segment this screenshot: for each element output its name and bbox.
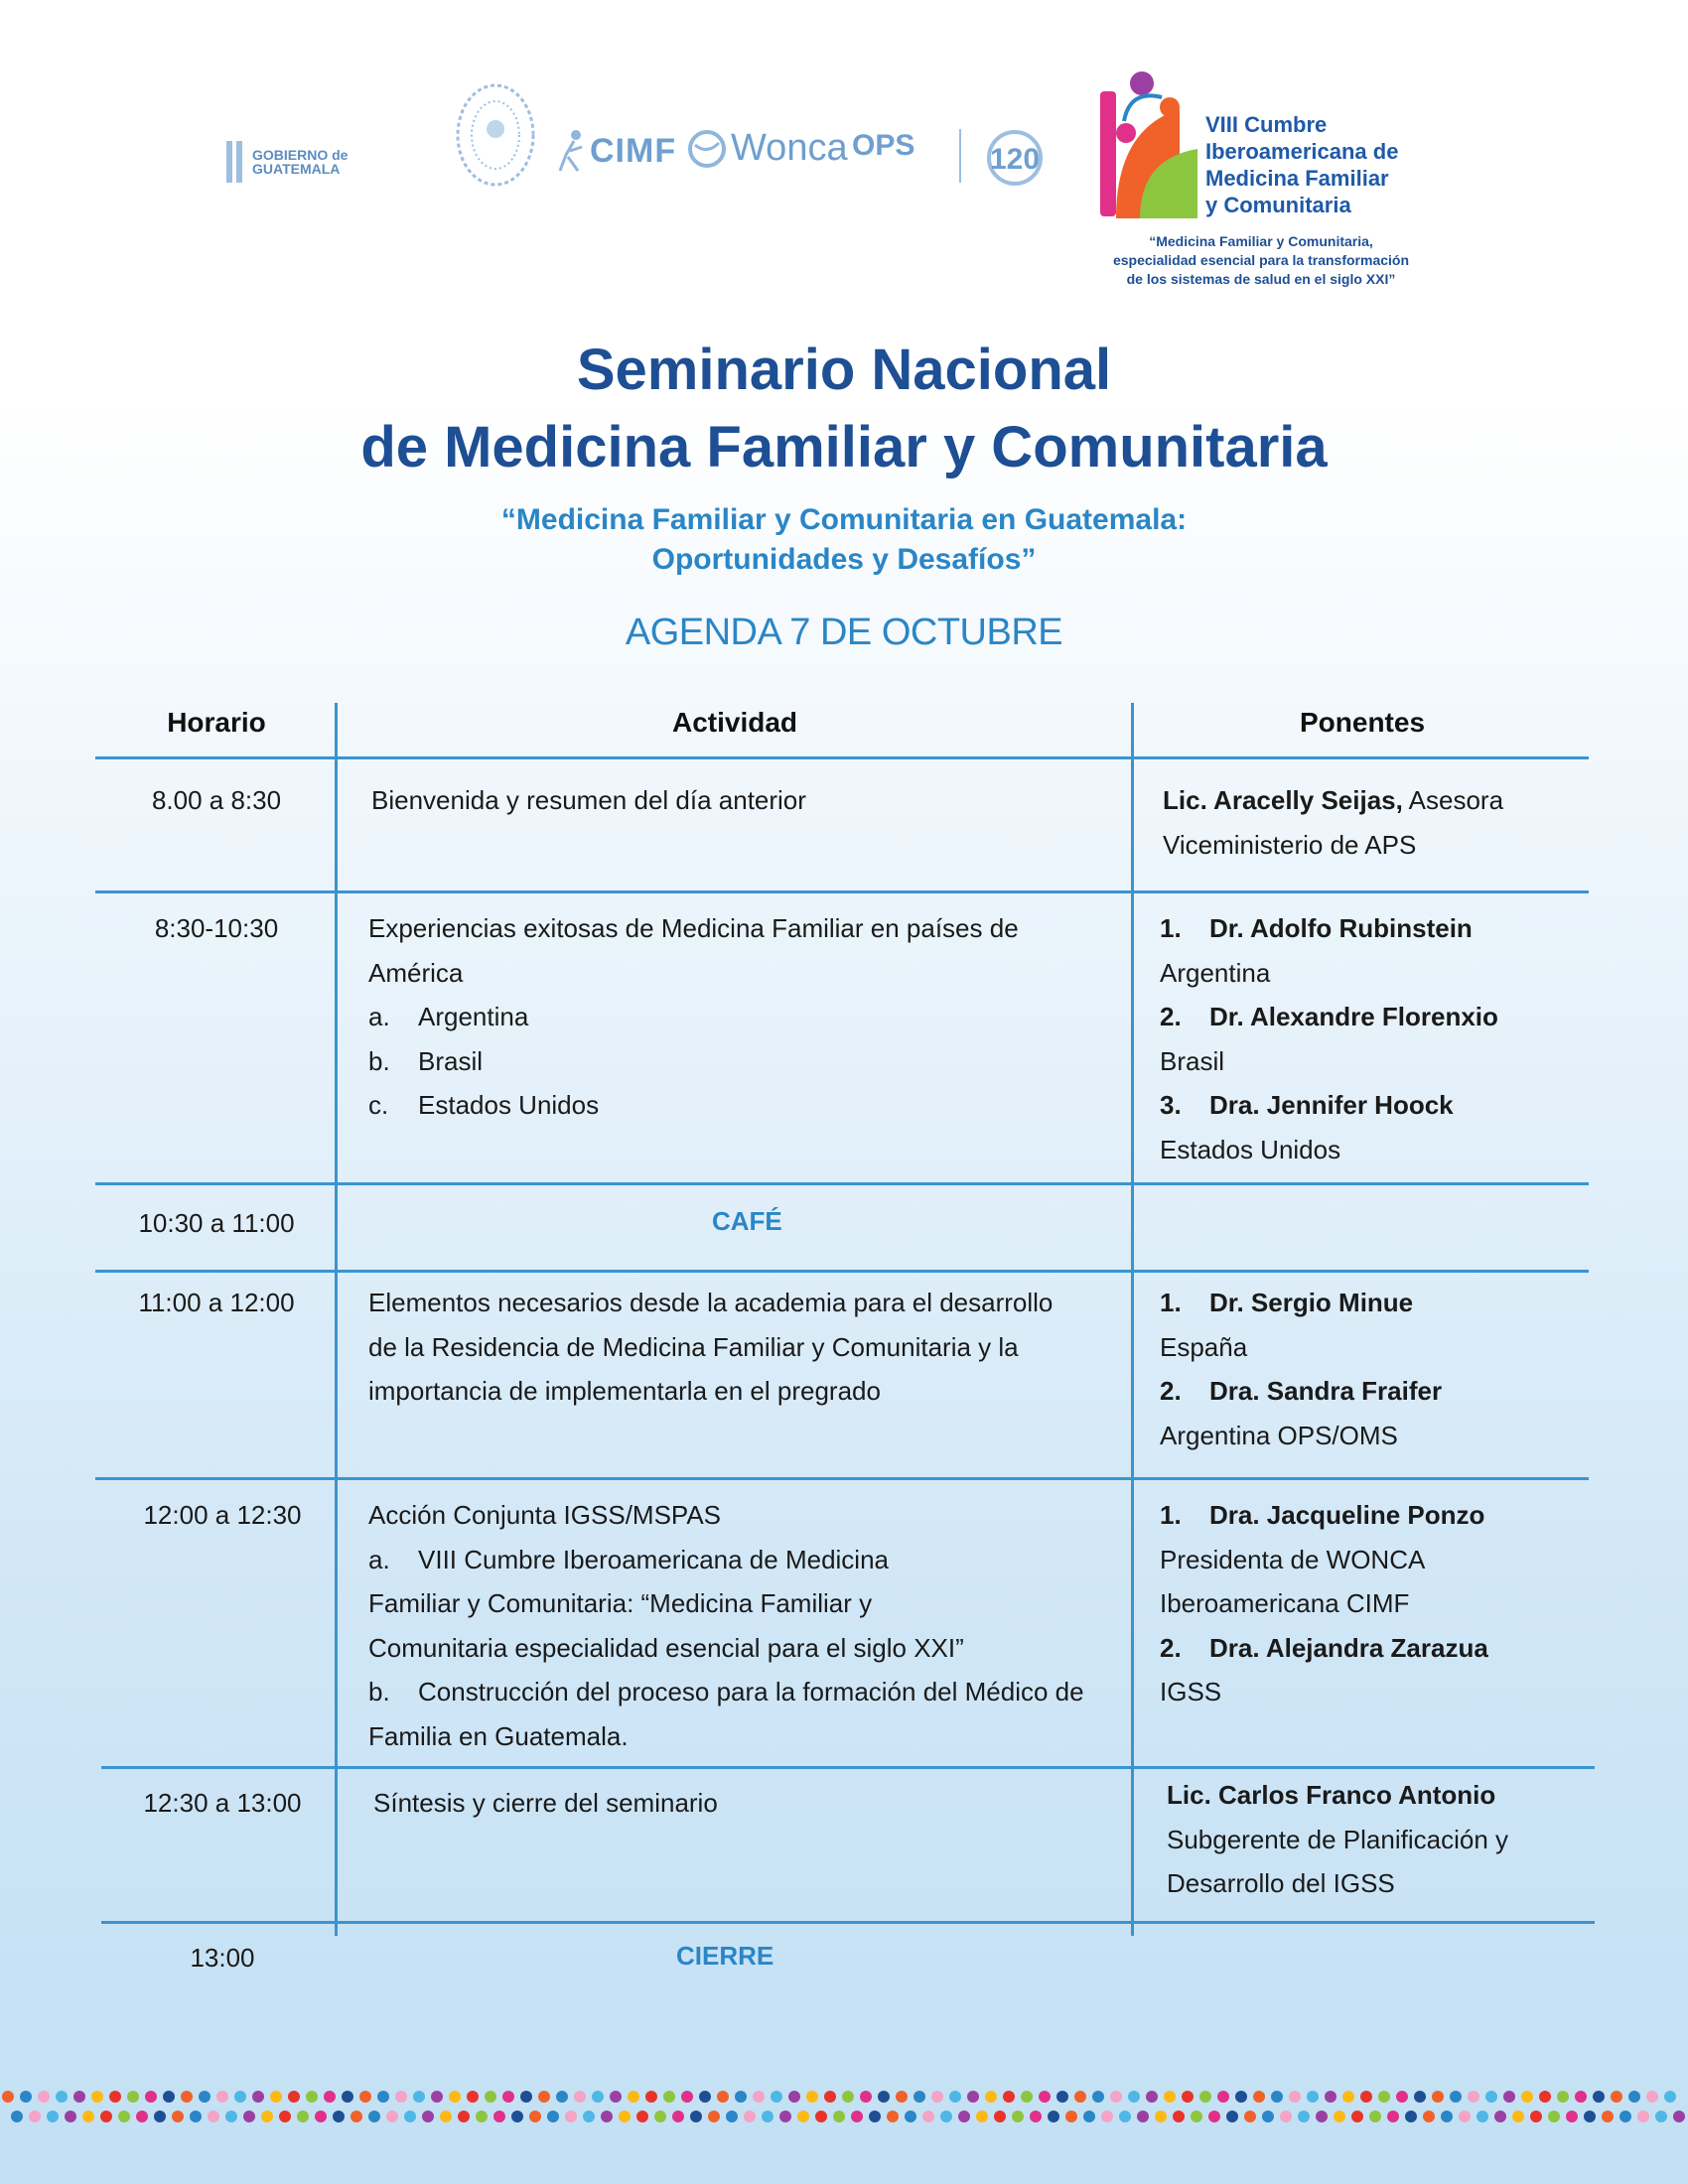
decorative-dot <box>1021 2091 1033 2103</box>
list-item: 2. Dra. Alejandra Zarazua <box>1160 1632 1488 1663</box>
row-3-time: 10:30 a 11:00 <box>138 1208 295 1238</box>
decorative-dot <box>1494 2111 1506 2122</box>
decorative-dot <box>1396 2091 1408 2103</box>
table-divider <box>95 1270 1589 1273</box>
decorative-dot <box>225 2111 237 2122</box>
decorative-dot <box>395 2091 407 2103</box>
decorative-dot <box>324 2091 336 2103</box>
decorative-dot <box>797 2111 809 2122</box>
decorative-dot <box>958 2111 970 2122</box>
wonca-logo: Wonca <box>687 127 848 170</box>
decorative-dot <box>1378 2091 1390 2103</box>
decorative-dot <box>1477 2111 1488 2122</box>
decorative-dot <box>869 2111 881 2122</box>
decorative-dot <box>333 2111 345 2122</box>
ops-logo: OPS <box>852 129 915 162</box>
decorative-dot <box>601 2111 613 2122</box>
row-5-time: 12:00 a 12:30 <box>143 1500 302 1530</box>
decorative-dot <box>1566 2111 1578 2122</box>
decorative-dot <box>485 2091 496 2103</box>
decorative-dot <box>351 2111 362 2122</box>
row-7-activity: CIERRE <box>676 1941 774 1971</box>
decorative-dot <box>467 2091 479 2103</box>
decorative-dot <box>976 2111 988 2122</box>
decorative-dot <box>1235 2091 1247 2103</box>
decorative-dot <box>270 2091 282 2103</box>
decorative-dot <box>1432 2091 1444 2103</box>
decorative-dot <box>1521 2091 1533 2103</box>
decorative-dot <box>261 2111 273 2122</box>
row-1-speaker: Lic. Aracelly Seijas, Asesora Viceministerio de APS <box>1163 785 1504 860</box>
table-divider <box>101 1766 1595 1769</box>
decorative-dot <box>663 2091 675 2103</box>
decorative-dot <box>1191 2111 1202 2122</box>
row-5-activity: Acción Conjunta IGSS/MSPAS a. VIII Cumbre Iberoamericana de Medicina Familiar y Comunitaria: “Medicina Familiar y Comunitaria especialidad esencial para el siglo XXI” b. Construcción del proceso para la formación del Médico de Familia en Guatemala. <box>368 1493 1128 1758</box>
decorative-dot <box>744 2111 756 2122</box>
decorative-dot <box>386 2111 398 2122</box>
decorative-dot <box>100 2111 112 2122</box>
decorative-dot <box>118 2111 130 2122</box>
header-actividad: Actividad <box>671 707 798 738</box>
decorative-dot <box>1423 2111 1435 2122</box>
decorative-dot <box>422 2111 434 2122</box>
decorative-dot <box>1056 2091 1068 2103</box>
decorative-dot <box>1173 2111 1185 2122</box>
decorative-dot <box>914 2091 925 2103</box>
decorative-dot <box>1280 2111 1292 2122</box>
decorative-dot <box>1387 2111 1399 2122</box>
decorative-dot <box>190 2111 202 2122</box>
decorative-dot <box>717 2091 729 2103</box>
decorative-dot <box>922 2111 934 2122</box>
cimf-figure-icon <box>556 129 586 173</box>
decorative-dot <box>681 2091 693 2103</box>
decorative-dot <box>1039 2091 1051 2103</box>
decorative-dot <box>610 2091 622 2103</box>
decorative-dot <box>404 2111 416 2122</box>
decorative-dot <box>1065 2111 1077 2122</box>
decorative-dot <box>815 2111 827 2122</box>
decorative-dot <box>359 2091 371 2103</box>
decorative-dot <box>377 2091 389 2103</box>
decorative-dot <box>1485 2091 1497 2103</box>
decorative-dot <box>905 2111 916 2122</box>
decorative-dot <box>1271 2091 1283 2103</box>
decorative-dot <box>73 2091 85 2103</box>
decorative-dot <box>1012 2111 1024 2122</box>
decorative-dot <box>1164 2091 1176 2103</box>
header-horario: Horario <box>167 707 266 738</box>
decorative-dot <box>234 2091 246 2103</box>
row-4-activity: Elementos necesarios desde la academia para el desarrollo de la Residencia de Medicina Familiar y Comunitaria y la importancia de implementarla en el pregrado <box>368 1288 1054 1406</box>
decorative-dot <box>654 2111 666 2122</box>
table-divider <box>95 756 1589 759</box>
decorative-dot <box>216 2091 228 2103</box>
decorative-dot <box>82 2111 94 2122</box>
decorative-dot <box>1083 2111 1095 2122</box>
decorative-dot <box>1628 2091 1640 2103</box>
decorative-dot <box>342 2091 353 2103</box>
decorative-dot <box>1146 2091 1158 2103</box>
decorative-dot <box>1655 2111 1667 2122</box>
decorative-dot <box>1155 2111 1167 2122</box>
table-divider <box>95 1182 1589 1185</box>
list-item: a. VIII Cumbre Iberoamericana de Medicina <box>368 1544 890 1574</box>
page-subtitle: “Medicina Familiar y Comunitaria en Guatemala: Oportunidades y Desafíos” <box>500 503 1188 576</box>
decorative-dot <box>502 2091 514 2103</box>
decorative-dot <box>771 2091 782 2103</box>
decorative-dot <box>91 2091 103 2103</box>
decorative-dot <box>2 2091 14 2103</box>
row-1-activity: Bienvenida y resumen del día anterior <box>371 785 806 815</box>
decorative-dot <box>511 2111 523 2122</box>
decorative-dot <box>1593 2091 1605 2103</box>
decorative-dot <box>1048 2111 1059 2122</box>
decorative-dot <box>1539 2091 1551 2103</box>
decorative-dot <box>1414 2091 1426 2103</box>
decorative-dot <box>1101 2111 1113 2122</box>
list-item: 1. Dr. Adolfo Rubinstein <box>1160 913 1473 943</box>
ops-120-logo <box>979 125 1045 191</box>
decorative-dot <box>56 2091 68 2103</box>
list-item: c. Estados Unidos <box>368 1090 600 1120</box>
cimf-logo: CIMF <box>556 129 676 173</box>
decorative-dot <box>735 2091 747 2103</box>
decorative-dot <box>699 2091 711 2103</box>
decorative-dot <box>1557 2091 1569 2103</box>
decorative-dot <box>994 2111 1006 2122</box>
list-item: a. Argentina <box>368 1002 529 1031</box>
row-6-time: 12:30 a 13:00 <box>143 1788 302 1818</box>
row-2-activity: Experiencias exitosas de Medicina Familiar en países de América a. Argentina b. Brasil c. Estados Unidos <box>368 906 1123 1128</box>
decorative-dot <box>1459 2111 1471 2122</box>
decorative-dot <box>788 2091 800 2103</box>
decorative-dot <box>368 2111 380 2122</box>
decorative-dot <box>297 2111 309 2122</box>
row-1-time: 8.00 a 8:30 <box>151 785 282 815</box>
decorative-dot <box>458 2111 470 2122</box>
agenda-heading: AGENDA 7 DE OCTUBRE <box>625 612 1063 653</box>
row-2-speakers: 1. Dr. Adolfo Rubinstein Argentina 2. Dr. Alexandre Florenxio Brasil 3. Dra. Jennifer Hoock Estados Unidos <box>1160 906 1587 1171</box>
decorative-dot <box>931 2091 943 2103</box>
decorative-dot <box>47 2111 59 2122</box>
row-7-time: 13:00 <box>190 1943 255 1973</box>
cumbre-figure-logo <box>1100 69 1203 228</box>
decorative-dot <box>1673 2111 1685 2122</box>
decorative-dot <box>1611 2091 1622 2103</box>
list-item: 2. Dra. Sandra Fraifer <box>1160 1376 1443 1406</box>
decorative-dot <box>1208 2111 1220 2122</box>
decorative-dot <box>1602 2111 1614 2122</box>
row-2-time: 8:30-10:30 <box>154 913 279 943</box>
list-item: 1. Dra. Jacqueline Ponzo <box>1160 1500 1485 1530</box>
decorative-dot <box>136 2111 148 2122</box>
page-title: Seminario Nacional de Medicina Familiar y Comunitaria <box>360 338 1328 479</box>
decorative-dot <box>1503 2091 1515 2103</box>
header-logos <box>0 69 1688 308</box>
decorative-dot <box>1074 2091 1086 2103</box>
decorative-dot <box>449 2091 461 2103</box>
decorative-dot <box>806 2091 818 2103</box>
decorative-dot <box>252 2091 264 2103</box>
table-divider <box>101 1921 1595 1924</box>
university-seal-logo <box>453 79 538 191</box>
decorative-dot <box>1637 2111 1649 2122</box>
decorative-dot <box>851 2111 863 2122</box>
table-divider <box>1131 703 1134 1936</box>
decorative-dot <box>565 2111 577 2122</box>
decorative-dot <box>1369 2111 1381 2122</box>
decorative-dot <box>878 2091 890 2103</box>
table-divider <box>95 1477 1589 1480</box>
decorative-dot <box>1334 2111 1345 2122</box>
decorative-dot <box>1441 2111 1453 2122</box>
decorative-dot <box>1226 2111 1238 2122</box>
list-item: 2. Dr. Alexandre Florenxio <box>1160 1002 1498 1031</box>
logo-divider <box>959 129 961 183</box>
decorative-dot <box>619 2111 631 2122</box>
decorative-dot <box>547 2111 559 2122</box>
decorative-dot <box>145 2091 157 2103</box>
decorative-dot <box>726 2111 738 2122</box>
list-item: 3. Dra. Jennifer Hoock <box>1160 1090 1454 1120</box>
decorative-dot <box>690 2111 702 2122</box>
decorative-dots-border <box>0 2085 1688 2134</box>
decorative-dot <box>985 2091 997 2103</box>
list-item: b. Brasil <box>368 1045 484 1076</box>
decorative-dot <box>431 2091 443 2103</box>
decorative-dot <box>824 2091 836 2103</box>
decorative-dot <box>1351 2111 1363 2122</box>
decorative-dot <box>288 2091 300 2103</box>
decorative-dot <box>1182 2091 1194 2103</box>
decorative-dot <box>645 2091 657 2103</box>
decorative-dot <box>1342 2091 1354 2103</box>
decorative-dot <box>1199 2091 1211 2103</box>
decorative-dot <box>860 2091 872 2103</box>
decorative-dot <box>1119 2111 1131 2122</box>
decorative-dot <box>708 2111 720 2122</box>
decorative-dot <box>762 2111 774 2122</box>
decorative-dot <box>1030 2111 1042 2122</box>
decorative-dot <box>1360 2091 1372 2103</box>
decorative-dot <box>1244 2111 1256 2122</box>
row-4-speakers: 1. Dr. Sergio Minue España 2. Dra. Sandra Fraifer Argentina OPS/OMS <box>1160 1281 1587 1457</box>
decorative-dot <box>1584 2111 1596 2122</box>
row-3-activity: CAFÉ <box>712 1206 782 1236</box>
decorative-dot <box>1110 2091 1122 2103</box>
decorative-dot <box>163 2091 175 2103</box>
globe-icon <box>687 129 727 169</box>
decorative-dot <box>628 2091 639 2103</box>
decorative-dot <box>1405 2111 1417 2122</box>
decorative-dot <box>583 2111 595 2122</box>
decorative-dot <box>1298 2111 1310 2122</box>
decorative-dot <box>109 2091 121 2103</box>
decorative-dot <box>949 2091 961 2103</box>
decorative-dot <box>181 2091 193 2103</box>
table-divider <box>95 890 1589 893</box>
list-item: b. Construcción del proceso para la formación del Médico de <box>368 1677 1084 1706</box>
decorative-dot <box>636 2111 648 2122</box>
decorative-dot <box>1530 2111 1542 2122</box>
decorative-dot <box>940 2111 952 2122</box>
decorative-dot <box>29 2111 41 2122</box>
decorative-dot <box>208 2111 219 2122</box>
decorative-dot <box>1316 2111 1328 2122</box>
decorative-dot <box>538 2091 550 2103</box>
decorative-dot <box>154 2111 166 2122</box>
decorative-dot <box>753 2091 765 2103</box>
row-6-speaker: Lic. Carlos Franco Antonio Subgerente de Planificación y Desarrollo del IGSS <box>1167 1780 1509 1898</box>
decorative-dot <box>1128 2091 1140 2103</box>
decorative-dot <box>1217 2091 1229 2103</box>
decorative-dot <box>1307 2091 1319 2103</box>
decorative-dot <box>1575 2091 1587 2103</box>
decorative-dot <box>1137 2111 1149 2122</box>
decorative-dot <box>199 2091 211 2103</box>
decorative-dot <box>243 2111 255 2122</box>
decorative-dot <box>1092 2091 1104 2103</box>
decorative-dot <box>520 2091 532 2103</box>
decorative-dot <box>842 2091 854 2103</box>
decorative-dot <box>887 2111 899 2122</box>
header-ponentes: Ponentes <box>1299 707 1426 738</box>
decorative-dot <box>476 2111 488 2122</box>
row-5-speakers: 1. Dra. Jacqueline Ponzo Presidenta de WONCA Iberoamericana CIMF 2. Dra. Alejandra Zarazua IGSS <box>1160 1493 1587 1714</box>
decorative-dot <box>574 2091 586 2103</box>
decorative-dot <box>38 2091 50 2103</box>
decorative-dot <box>1646 2091 1658 2103</box>
decorative-dot <box>779 2111 791 2122</box>
decorative-dot <box>1262 2111 1274 2122</box>
decorative-dot <box>1664 2091 1676 2103</box>
decorative-dot <box>413 2091 425 2103</box>
decorative-dot <box>65 2111 76 2122</box>
decorative-dot <box>1548 2111 1560 2122</box>
cumbre-quote: “Medicina Familiar y Comunitaria, especialidad esencial para la transformación de los sistemas de salud en el siglo XXI” <box>1112 233 1410 287</box>
svg-text:120: 120 <box>989 143 1041 176</box>
decorative-dot <box>967 2091 979 2103</box>
decorative-dot <box>315 2111 327 2122</box>
decorative-dot <box>672 2111 684 2122</box>
decorative-dot <box>529 2111 541 2122</box>
decorative-dot <box>1619 2111 1631 2122</box>
decorative-dot <box>11 2111 23 2122</box>
decorative-dot <box>1003 2091 1015 2103</box>
ops-120-badge-icon <box>979 125 1045 191</box>
decorative-dot <box>833 2111 845 2122</box>
decorative-dot <box>1289 2091 1301 2103</box>
decorative-dot <box>1253 2091 1265 2103</box>
decorative-dot <box>896 2091 908 2103</box>
decorative-dot <box>1468 2091 1479 2103</box>
decorative-dot <box>279 2111 291 2122</box>
decorative-dot <box>172 2111 184 2122</box>
decorative-dot <box>556 2091 568 2103</box>
decorative-dot <box>1325 2091 1336 2103</box>
list-item: 1. Dr. Sergio Minue <box>1160 1288 1414 1317</box>
cumbre-title: VIII Cumbre Iberoamericana de Medicina Familiar y Comunitaria <box>1205 112 1399 217</box>
decorative-dot <box>127 2091 139 2103</box>
row-4-time: 11:00 a 12:00 <box>138 1288 295 1317</box>
decorative-dot <box>1450 2091 1462 2103</box>
decorative-dot <box>306 2091 318 2103</box>
gobierno-guatemala-logo: GOBIERNO de GUATEMALA <box>226 135 415 189</box>
decorative-dot <box>592 2091 604 2103</box>
decorative-dot <box>440 2111 452 2122</box>
row-6-activity: Síntesis y cierre del seminario <box>373 1788 718 1818</box>
decorative-dot <box>493 2111 505 2122</box>
decorative-dot <box>20 2091 32 2103</box>
decorative-dot <box>1512 2111 1524 2122</box>
